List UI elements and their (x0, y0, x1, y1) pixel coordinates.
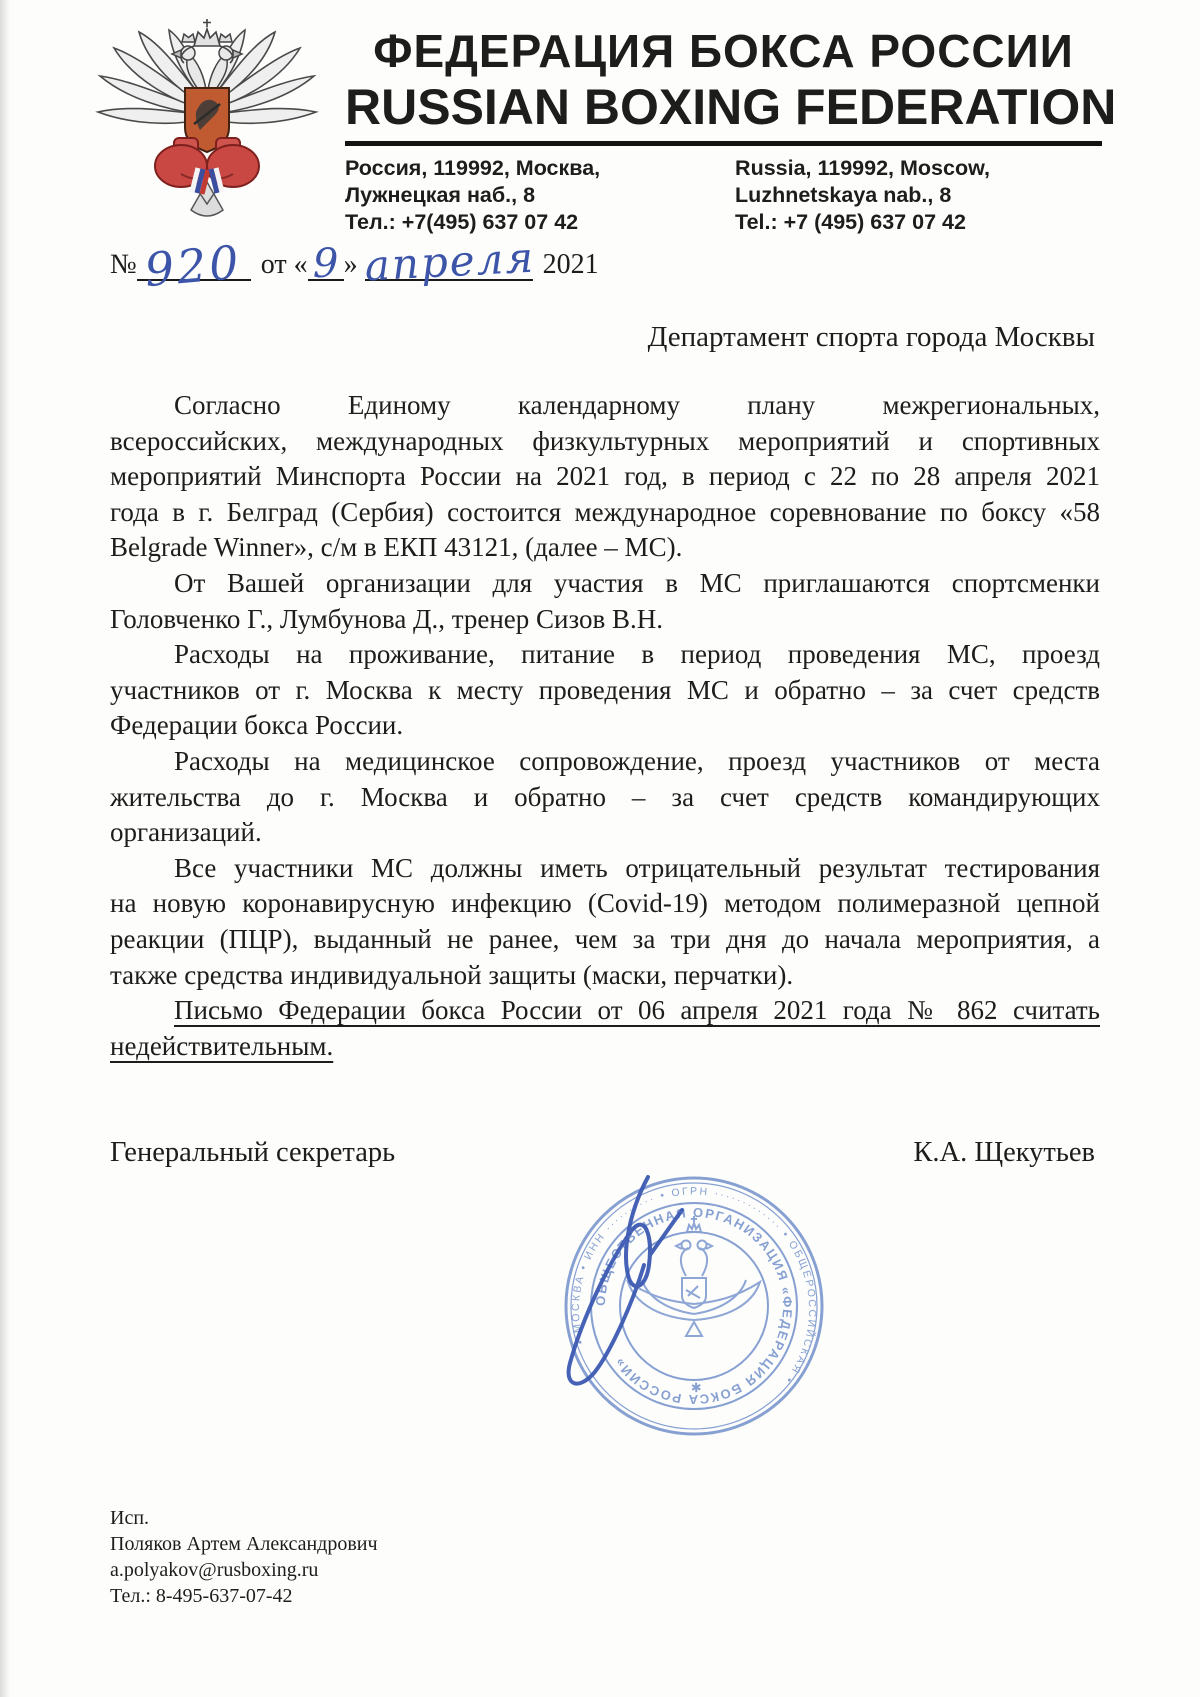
address-english: Russia, 119992, Moscow, Luzhnetskaya nab., 8 Tel.: +7 (495) 637 07 42 (735, 156, 990, 234)
paragraph-5 (110, 851, 1100, 993)
date-from-label: от « (260, 249, 308, 280)
text-line: также средства индивидуальной защиты (маски, перчатки). (110, 959, 794, 990)
org-title-russian: ФЕДЕРАЦИЯ БОКСА РОССИИ (373, 25, 1074, 77)
text-line: Исп. (110, 1507, 150, 1529)
text-line: Федерации бокса России. (110, 710, 404, 741)
org-title-english: RUSSIAN BOXING FEDERATION (345, 79, 1117, 135)
federation-emblem (82, 16, 332, 236)
month-blank (363, 232, 536, 291)
paragraph-4 (110, 744, 1100, 851)
text-line: Тел.: 8-495-637-07-42 (110, 1585, 293, 1607)
addressee: Департамент спорта города Москвы (647, 321, 1095, 353)
text-line: всероссийских, международных физкультурных мероприятий и спортивных (110, 425, 1100, 456)
pen-signature (510, 1115, 730, 1415)
executor-block (110, 1505, 378, 1609)
text-line: Письмо Федерации бокса России от 06 апреля 2021 года № 862 считать (174, 995, 1100, 1026)
address-russian: Россия, 119992, Москва, Лужнецкая наб., 8 Тел.: +7(495) 637 07 42 (345, 156, 601, 234)
text-line: реакции (ПЦР), выданный не ранее, чем за три дня до начала мероприятия, а (110, 923, 1100, 954)
text-line: мероприятий Минспорта России на 2021 год, в период с 22 по 28 апреля 2021 (110, 461, 1100, 492)
day-blank (308, 241, 344, 287)
year-label: 2021 (542, 249, 599, 280)
address-block (345, 155, 1102, 236)
reference-line (110, 232, 599, 298)
text-line: Расходы на проживание, питание в период проведения МС, проезд (174, 639, 1100, 670)
text-line: на новую коронавирусную инфекцию (Covid-19) методом полимеразной цепной (110, 888, 1100, 919)
text-line: Все участники МС должны иметь отрицательный результат тестирования (174, 852, 1100, 883)
text-line: организаций. (110, 817, 262, 848)
number-label: № (110, 249, 137, 280)
handwritten-day: 9 (312, 241, 339, 287)
text-line: От Вашей организации для участия в МС приглашаются спортсменки (174, 567, 1100, 598)
scan-edge-artifact (0, 0, 10, 1697)
text-line: года в г. Белград (Сербия) состоится международное соревнование по боксу «58 (110, 496, 1100, 527)
text-line: Расходы на медицинское сопровождение, проезд участников от места (174, 745, 1100, 776)
text-line: Поляков Артем Александрович (110, 1533, 378, 1555)
letterhead (345, 24, 1117, 236)
stamp-bottom-mark: ✱ (690, 1379, 702, 1396)
text-line: Согласно Единому календарному плану межрегиональных, (174, 390, 1100, 420)
stamp-middle-ring-text: ОБЩЕСТВЕННАЯ ОРГАНИЗАЦИЯ «ФЕДЕРАЦИЯ БОКСА РОССИИ» (592, 1204, 796, 1408)
paragraph-2 (110, 566, 1100, 637)
signatory-title: Генеральный секретарь (110, 1137, 396, 1168)
number-blank (137, 234, 251, 298)
text-line: жительства до г. Москва и обратно – за счет средств командирующих (110, 781, 1100, 812)
letter-body (110, 388, 1100, 1064)
paragraph-3 (110, 637, 1100, 744)
signatory-name: К.А. Щекутьев (913, 1137, 1095, 1168)
paragraph-1 (110, 388, 1100, 566)
close-quote: » (343, 249, 358, 280)
text-line: a.polyakov@rusboxing.ru (110, 1559, 319, 1581)
text-line: Головченко Г., Лумбунова Д., тренер Сизов В.Н. (110, 603, 663, 634)
stamp-outer-ring-text: • МОСКВА • ИНН ·········· • ОГРН ············· • ОБЩЕРОССИЙСКАЯ • (569, 1185, 819, 1387)
text-line: недействительным. (110, 1030, 334, 1061)
handwritten-number: 920 (142, 234, 244, 298)
letterhead-divider (345, 141, 1102, 146)
paragraph-6-underlined (110, 993, 1100, 1064)
handwritten-month: апреля (363, 232, 536, 291)
text-line: Belgrade Winner», с/м в ЕКП 43121, (далее – МС). (110, 532, 683, 563)
text-line: участников от г. Москва к месту проведения МС и обратно – за счет средств (110, 674, 1100, 705)
